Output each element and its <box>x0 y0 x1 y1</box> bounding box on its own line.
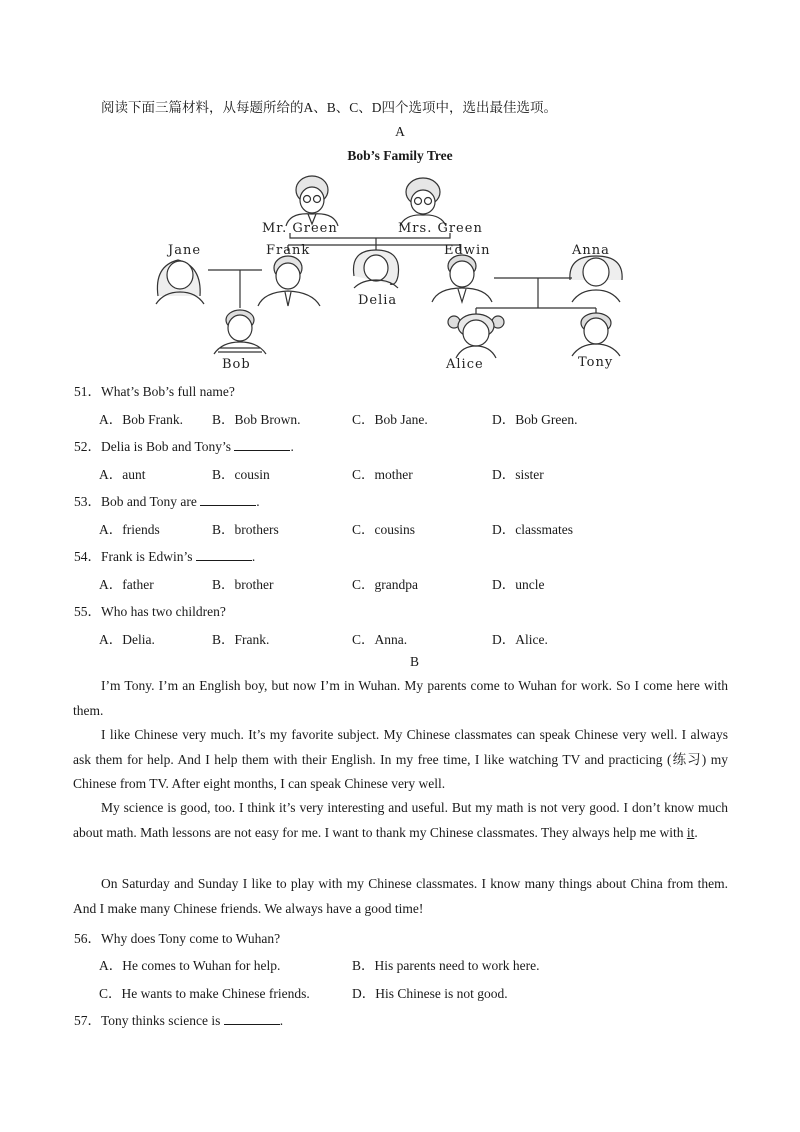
q52-option-c[interactable]: C．mother <box>352 467 413 482</box>
q54-option-d[interactable]: D．uncle <box>492 577 545 592</box>
label-tony: Tony <box>578 355 614 370</box>
q53-option-c[interactable]: C．cousins <box>352 522 416 537</box>
label-bob: Bob <box>222 357 251 372</box>
q53-option-a[interactable]: A．friends <box>99 522 160 537</box>
passage-paragraph-2: I like Chinese very much. It’s my favorite subject. My Chinese classmates can speak Chinese very well. I always ask them for help. And I help them with their English. In my free time, I like watching TV and practicing (练习) my Chinese from TV. After eight months, I can speak Chinese very well. <box>73 727 728 791</box>
label-anna: Anna <box>572 243 610 258</box>
q56-option-d[interactable]: D．His Chinese is not good. <box>352 986 508 1001</box>
question-54: 54．Frank is Edwin’s . <box>74 549 256 564</box>
answer-blank <box>234 438 290 451</box>
anna-portrait <box>570 256 622 302</box>
label-mrs-green: Mrs. Green <box>398 221 483 236</box>
answer-blank <box>196 548 252 561</box>
q54-option-c[interactable]: C．grandpa <box>352 577 418 592</box>
q51-option-d[interactable]: D．Bob Green. <box>492 412 578 427</box>
q56-option-c[interactable]: C．He wants to make Chinese friends. <box>99 986 310 1001</box>
q52-option-a[interactable]: A．aunt <box>99 467 146 482</box>
section-a-label: A <box>395 124 405 139</box>
label-alice: Alice <box>446 357 484 372</box>
question-51: 51．What’s Bob’s full name? <box>74 384 235 399</box>
question-57: 57．Tony thinks science is . <box>74 1013 284 1028</box>
answer-blank <box>200 493 256 506</box>
instructions: 阅读下面三篇材料，从每题所给的A、B、C、D四个选项中，选出最佳选项。 <box>101 100 558 115</box>
q55-option-a[interactable]: A．Delia. <box>99 632 155 647</box>
q55-option-b[interactable]: B．Frank. <box>212 632 270 647</box>
tony-portrait <box>572 313 620 356</box>
alice-portrait <box>448 314 504 358</box>
passage-paragraph-4: On Saturday and Sunday I like to play with my Chinese classmates. I know many things about China from them. And I make many Chinese friends. We always have a good time! <box>73 876 728 916</box>
label-mr-green: Mr. Green <box>262 221 338 236</box>
q56-option-a[interactable]: A．He comes to Wuhan for help. <box>99 958 281 973</box>
answer-blank <box>224 1012 280 1025</box>
q53-option-d[interactable]: D．classmates <box>492 522 573 537</box>
family-tree-illustration <box>140 168 660 373</box>
label-frank: Frank <box>266 243 311 258</box>
mr-green-portrait <box>286 176 338 226</box>
q52-option-d[interactable]: D．sister <box>492 467 544 482</box>
frank-portrait <box>258 256 320 306</box>
q54-option-a[interactable]: A．father <box>99 577 154 592</box>
q52-option-b[interactable]: B．cousin <box>212 467 270 482</box>
jane-portrait <box>156 260 204 304</box>
family-tree-title: Bob’s Family Tree <box>347 148 453 163</box>
q56-option-b[interactable]: B．His parents need to work here. <box>352 958 540 973</box>
q54-option-b[interactable]: B．brother <box>212 577 274 592</box>
question-52: 52．Delia is Bob and Tony’s . <box>74 439 294 454</box>
q51-option-a[interactable]: A．Bob Frank. <box>99 412 183 427</box>
question-53: 53．Bob and Tony are . <box>74 494 260 509</box>
label-edwin: Edwin <box>444 243 491 258</box>
label-jane: Jane <box>168 243 202 258</box>
q51-option-b[interactable]: B．Bob Brown. <box>212 412 301 427</box>
mrs-green-portrait <box>400 178 446 226</box>
question-55: 55．Who has two children? <box>74 604 226 619</box>
q55-option-d[interactable]: D．Alice. <box>492 632 548 647</box>
section-b-label: B <box>410 654 420 669</box>
q55-option-c[interactable]: C．Anna. <box>352 632 408 647</box>
underlined-word: it <box>686 824 695 840</box>
delia-portrait <box>353 250 398 288</box>
question-56: 56．Why does Tony come to Wuhan? <box>74 931 281 946</box>
edwin-portrait <box>432 255 492 302</box>
passage-paragraph-1: I’m Tony. I’m an English boy, but now I’m in Wuhan. My parents come to Wuhan for work. So I come here with them. <box>73 678 728 718</box>
q51-option-c[interactable]: C．Bob Jane. <box>352 412 428 427</box>
bob-portrait <box>214 310 266 354</box>
q53-option-b[interactable]: B．brothers <box>212 522 279 537</box>
passage-paragraph-3: My science is good, too. I think it’s very interesting and useful. But my math is not very good. I don’t know much about math. Math lessons are not easy for me. I want to thank my Chinese classmates. They always help me with it. <box>73 800 728 840</box>
label-delia: Delia <box>358 293 398 308</box>
